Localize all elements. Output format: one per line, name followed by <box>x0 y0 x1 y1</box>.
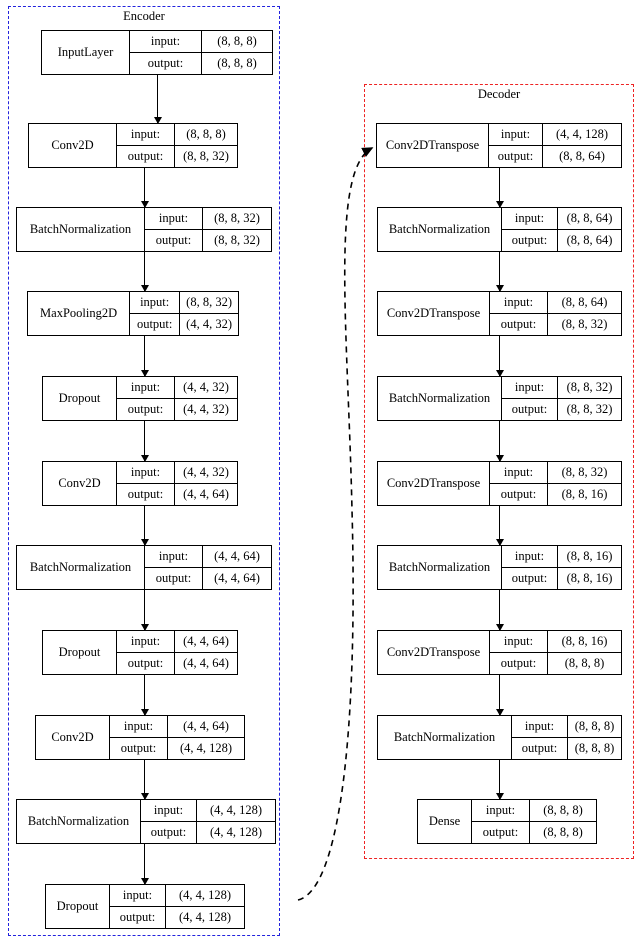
io-value-input: (4, 4, 128) <box>555 126 609 141</box>
node-io-input <box>145 208 271 230</box>
arrow-decoder-7-8 <box>499 760 500 799</box>
io-value-output: (8, 8, 32) <box>214 232 260 247</box>
node-io-output <box>502 230 621 252</box>
decoder-group-label: Decoder <box>477 87 521 101</box>
io-value-output: (4, 4, 128) <box>178 909 232 924</box>
arrow-encoder-9-10 <box>144 844 145 884</box>
encoder-group-label: Encoder <box>123 9 165 23</box>
node-io-output <box>110 738 244 760</box>
node-io-input <box>117 631 237 653</box>
io-value-output: (8, 8, 8) <box>217 55 257 70</box>
arrow-encoder-2-3 <box>144 252 145 291</box>
node-io <box>141 800 275 843</box>
io-key-input: input: <box>490 292 548 313</box>
arrow-encoder-3-4 <box>144 336 145 376</box>
io-key-output: output: <box>110 907 166 929</box>
node-maxpooling2d[interactable] <box>27 291 239 336</box>
node-io <box>117 631 237 674</box>
node-label: Conv2DTranspose <box>378 631 490 674</box>
arrow-decoder-1-2 <box>499 252 500 291</box>
node-label: Conv2D <box>36 716 110 759</box>
arrow-encoder-4-5 <box>144 421 145 461</box>
io-key-output: output: <box>502 399 558 421</box>
node-io <box>490 292 621 335</box>
io-key-output: output: <box>502 568 558 590</box>
io-key-output: output: <box>512 738 568 760</box>
io-key-output: output: <box>117 484 175 506</box>
node-io-output <box>117 146 237 168</box>
node-io <box>489 124 621 167</box>
io-key-output: output: <box>141 822 197 844</box>
io-key-input: input: <box>489 124 543 145</box>
node-label: Conv2DTranspose <box>378 292 490 335</box>
node-io-input <box>117 377 237 399</box>
node-label: Conv2DTranspose <box>377 124 489 167</box>
arrow-decoder-2-3 <box>499 336 500 376</box>
io-value-output: (8, 8, 16) <box>566 570 613 585</box>
node-inputlayer[interactable] <box>41 30 273 75</box>
node-io <box>110 885 244 928</box>
node-io-input <box>502 208 621 230</box>
io-key-output: output: <box>110 738 168 760</box>
arrow-encoder-8-9 <box>144 760 145 799</box>
node-label: BatchNormalization <box>17 800 141 843</box>
node-batchnorm-2[interactable] <box>16 207 272 252</box>
node-io-output <box>512 738 621 760</box>
io-value-output: (8, 8, 8) <box>564 655 605 670</box>
io-key-output: output: <box>490 314 548 336</box>
io-value-output: (8, 8, 8) <box>574 740 615 755</box>
node-io-input <box>472 800 596 822</box>
node-conv2dtranspose-4[interactable] <box>377 461 622 506</box>
node-label: BatchNormalization <box>17 208 145 251</box>
arrow-encoder-0-1 <box>157 75 158 123</box>
node-io-input <box>512 716 621 738</box>
node-io-output <box>130 314 238 336</box>
io-key-input: input: <box>130 292 180 313</box>
io-value-input: (8, 8, 8) <box>543 802 583 817</box>
node-batchnorm-9[interactable] <box>16 799 276 844</box>
node-io-input <box>490 631 621 653</box>
node-io-input <box>502 377 621 399</box>
node-io-output <box>110 907 244 929</box>
node-io-input <box>490 292 621 314</box>
node-io <box>117 462 237 505</box>
node-io-output <box>490 484 621 506</box>
node-conv2dtranspose-0[interactable] <box>376 123 622 168</box>
node-io <box>502 546 621 589</box>
node-io-output <box>502 568 621 590</box>
io-key-input: input: <box>117 631 175 652</box>
io-key-input: input: <box>490 631 548 652</box>
node-io-output <box>117 484 237 506</box>
node-io <box>512 716 621 759</box>
io-key-input: input: <box>110 716 168 737</box>
io-value-input: (8, 8, 64) <box>561 294 608 309</box>
node-conv2d-8[interactable] <box>35 715 245 760</box>
node-io-input <box>130 292 238 314</box>
io-key-input: input: <box>145 208 203 229</box>
io-value-input: (4, 4, 128) <box>178 887 232 902</box>
io-value-input: (8, 8, 8) <box>186 126 226 141</box>
io-key-input: input: <box>141 800 197 821</box>
node-io-output <box>130 53 272 75</box>
node-dropout-10[interactable] <box>45 884 245 929</box>
io-key-output: output: <box>130 53 202 75</box>
io-value-input: (4, 4, 64) <box>214 548 260 563</box>
node-label: BatchNormalization <box>378 377 502 420</box>
io-key-input: input: <box>130 31 202 52</box>
node-label: MaxPooling2D <box>28 292 130 335</box>
node-label: BatchNormalization <box>378 716 512 759</box>
io-value-input: (8, 8, 32) <box>561 464 608 479</box>
node-io-input <box>141 800 275 822</box>
node-io-output <box>117 653 237 675</box>
io-key-output: output: <box>130 314 180 336</box>
arrow-decoder-6-7 <box>499 675 500 715</box>
io-key-input: input: <box>472 800 530 821</box>
arrow-decoder-0-1 <box>499 168 500 207</box>
node-batchnorm-d3[interactable] <box>377 376 622 421</box>
node-io <box>502 377 621 420</box>
node-io-input <box>130 31 272 53</box>
io-value-input: (4, 4, 32) <box>183 464 229 479</box>
io-key-output: output: <box>117 399 175 421</box>
node-io-input <box>490 462 621 484</box>
node-io-input <box>489 124 621 146</box>
node-dense[interactable] <box>417 799 597 844</box>
node-io <box>145 208 271 251</box>
io-key-output: output: <box>145 230 203 252</box>
io-value-output: (4, 4, 32) <box>186 316 232 331</box>
arrow-encoder-7-8 <box>144 675 145 715</box>
node-io <box>490 462 621 505</box>
io-value-input: (4, 4, 32) <box>183 379 229 394</box>
io-value-input: (8, 8, 32) <box>566 379 613 394</box>
node-io-output <box>472 822 596 844</box>
node-label: BatchNormalization <box>378 208 502 251</box>
node-label: Dropout <box>46 885 110 928</box>
io-value-output: (8, 8, 64) <box>566 232 613 247</box>
node-label: InputLayer <box>42 31 130 74</box>
node-io-output <box>141 822 275 844</box>
node-io <box>145 546 271 589</box>
arrow-encoder-5-6 <box>144 506 145 545</box>
node-label: Dropout <box>43 631 117 674</box>
node-conv2d-1[interactable] <box>28 123 238 168</box>
arrow-encoder-6-7 <box>144 590 145 630</box>
io-value-output: (4, 4, 128) <box>179 740 233 755</box>
io-value-output: (8, 8, 32) <box>183 148 229 163</box>
node-io-output <box>145 230 271 252</box>
io-value-input: (8, 8, 8) <box>217 33 257 48</box>
io-key-output: output: <box>489 146 543 168</box>
node-batchnorm-6[interactable] <box>16 545 272 590</box>
io-value-input: (4, 4, 128) <box>209 802 263 817</box>
io-key-input: input: <box>502 208 558 229</box>
node-batchnorm-d7[interactable] <box>377 715 622 760</box>
io-value-output: (8, 8, 16) <box>561 486 608 501</box>
node-label: Dropout <box>43 377 117 420</box>
node-io <box>502 208 621 251</box>
node-io <box>490 631 621 674</box>
io-key-output: output: <box>490 484 548 506</box>
node-conv2dtranspose-2[interactable] <box>377 291 622 336</box>
io-key-input: input: <box>512 716 568 737</box>
io-value-input: (8, 8, 64) <box>566 210 613 225</box>
node-io-output <box>490 653 621 675</box>
node-label: Conv2D <box>43 462 117 505</box>
arrow-decoder-5-6 <box>499 590 500 630</box>
node-conv2d-5[interactable] <box>42 461 238 506</box>
io-key-input: input: <box>117 124 175 145</box>
node-io-input <box>117 462 237 484</box>
io-key-input: input: <box>490 462 548 483</box>
node-label: BatchNormalization <box>17 546 145 589</box>
io-value-input: (8, 8, 16) <box>566 548 613 563</box>
io-value-output: (8, 8, 64) <box>559 148 605 163</box>
io-value-output: (4, 4, 64) <box>183 655 229 670</box>
node-io-output <box>117 399 237 421</box>
node-io-output <box>489 146 621 168</box>
io-value-input: (8, 8, 16) <box>561 633 608 648</box>
node-io-input <box>502 546 621 568</box>
arrow-encoder-1-2 <box>144 168 145 207</box>
io-key-input: input: <box>117 377 175 398</box>
node-io-input <box>110 716 244 738</box>
io-key-output: output: <box>117 653 175 675</box>
node-io-input <box>145 546 271 568</box>
node-batchnorm-d5[interactable] <box>377 545 622 590</box>
node-io <box>117 377 237 420</box>
node-io <box>130 292 238 335</box>
io-value-input: (8, 8, 8) <box>574 718 615 733</box>
io-key-input: input: <box>145 546 203 567</box>
arrow-decoder-4-5 <box>499 506 500 545</box>
io-key-input: input: <box>502 546 558 567</box>
node-io-input <box>117 124 237 146</box>
arrow-decoder-3-4 <box>499 421 500 461</box>
node-dropout-4[interactable] <box>42 376 238 421</box>
node-conv2dtranspose-6[interactable] <box>377 630 622 675</box>
io-key-output: output: <box>472 822 530 844</box>
node-io <box>472 800 596 843</box>
io-value-input: (4, 4, 64) <box>183 718 229 733</box>
node-io-output <box>490 314 621 336</box>
io-key-input: input: <box>502 377 558 398</box>
node-label: Conv2D <box>29 124 117 167</box>
node-dropout-7[interactable] <box>42 630 238 675</box>
io-key-output: output: <box>502 230 558 252</box>
node-batchnorm-d1[interactable] <box>377 207 622 252</box>
node-label: BatchNormalization <box>378 546 502 589</box>
node-label: Dense <box>418 800 472 843</box>
io-key-output: output: <box>117 146 175 168</box>
io-key-input: input: <box>110 885 166 906</box>
node-io <box>117 124 237 167</box>
io-value-input: (8, 8, 32) <box>186 294 232 309</box>
io-value-input: (8, 8, 32) <box>214 210 260 225</box>
node-io <box>130 31 272 74</box>
node-io-output <box>145 568 271 590</box>
node-label: Conv2DTranspose <box>378 462 490 505</box>
io-value-output: (8, 8, 32) <box>561 316 608 331</box>
io-value-output: (4, 4, 64) <box>214 570 260 585</box>
io-key-output: output: <box>145 568 203 590</box>
node-io-output <box>502 399 621 421</box>
node-io-input <box>110 885 244 907</box>
io-value-output: (4, 4, 128) <box>209 824 263 839</box>
io-key-output: output: <box>490 653 548 675</box>
io-key-input: input: <box>117 462 175 483</box>
node-io <box>110 716 244 759</box>
io-value-output: (8, 8, 32) <box>566 401 613 416</box>
io-value-output: (4, 4, 64) <box>183 486 229 501</box>
io-value-output: (4, 4, 32) <box>183 401 229 416</box>
io-value-output: (8, 8, 8) <box>543 824 583 839</box>
io-value-input: (4, 4, 64) <box>183 633 229 648</box>
